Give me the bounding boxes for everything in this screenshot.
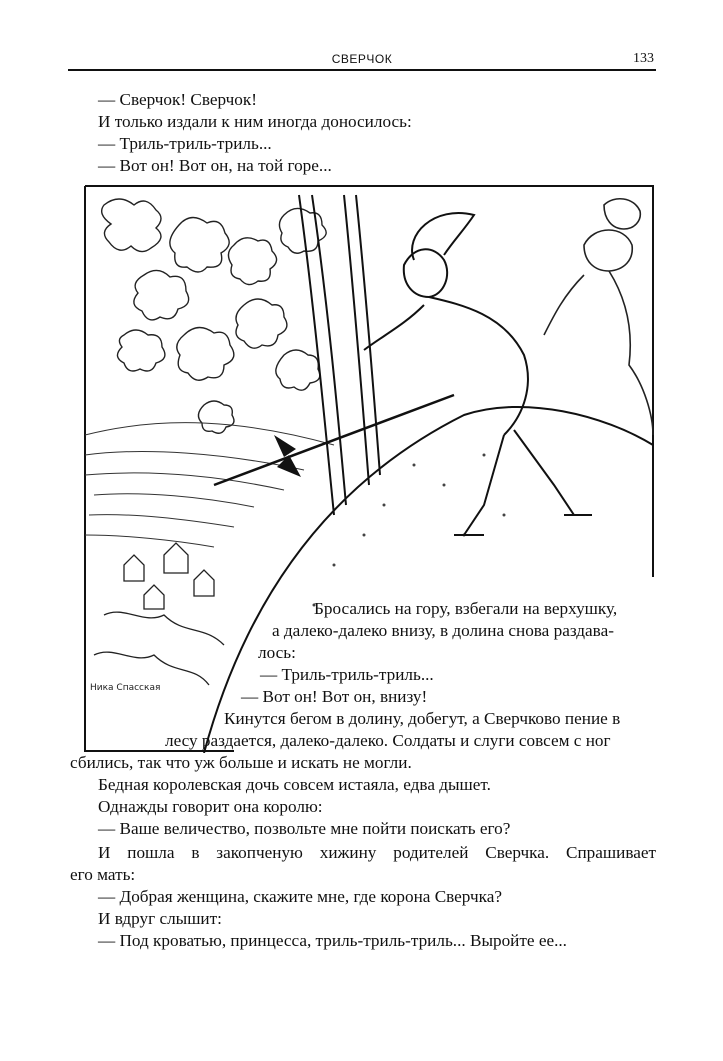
text-line: И вдруг слышит: xyxy=(98,909,222,928)
text-line: лесу раздается, далеко-далеко. Солдаты и слуги совсем с ног xyxy=(165,731,611,750)
header-rule xyxy=(68,69,656,71)
text-line: а далеко-далеко внизу, в долина снова раздава- xyxy=(272,621,614,640)
text-line: — Вот он! Вот он, на той горе... xyxy=(98,156,332,175)
text-line: — Добрая женщина, скажите мне, где корона Сверчка? xyxy=(98,887,502,906)
text-line: лось: xyxy=(258,643,296,662)
text-line: его мать: xyxy=(70,865,136,884)
artist-signature: Ника Спасская xyxy=(90,683,161,693)
page-header xyxy=(68,50,656,70)
text-line: Бедная королевская дочь совсем истаяла, едва дышет. xyxy=(98,775,491,794)
page-number: 133 xyxy=(633,51,654,66)
text-line: — Сверчок! Сверчок! xyxy=(98,90,257,109)
text-line: — Вот он! Вот он, внизу! xyxy=(241,687,428,706)
running-title: СВЕРЧОК xyxy=(331,52,393,66)
text-line: Кинутся бегом в долину, добегут, а Сверчково пение в xyxy=(224,709,621,728)
text-line: — Под кроватью, принцесса, триль-триль-триль... Выройте ее... xyxy=(98,931,567,950)
text-line: И только издали к ним иногда доносилось: xyxy=(98,112,412,131)
text-line: — Триль-триль-триль... xyxy=(98,134,272,153)
text-line: — Триль-триль-триль... xyxy=(260,665,434,684)
text-line: — Ваше величество, позвольте мне пойти поискать его? xyxy=(98,819,511,838)
text-line: Однажды говорит она королю: xyxy=(98,797,323,816)
text-line: сбились, так что уж больше и искать не могли. xyxy=(70,753,412,772)
text-line: Бросались на гору, взбегали на верхушку, xyxy=(314,599,618,618)
text-line: И пошла в закопченую хижину родителей Сверчка. Спрашивает xyxy=(98,843,656,862)
